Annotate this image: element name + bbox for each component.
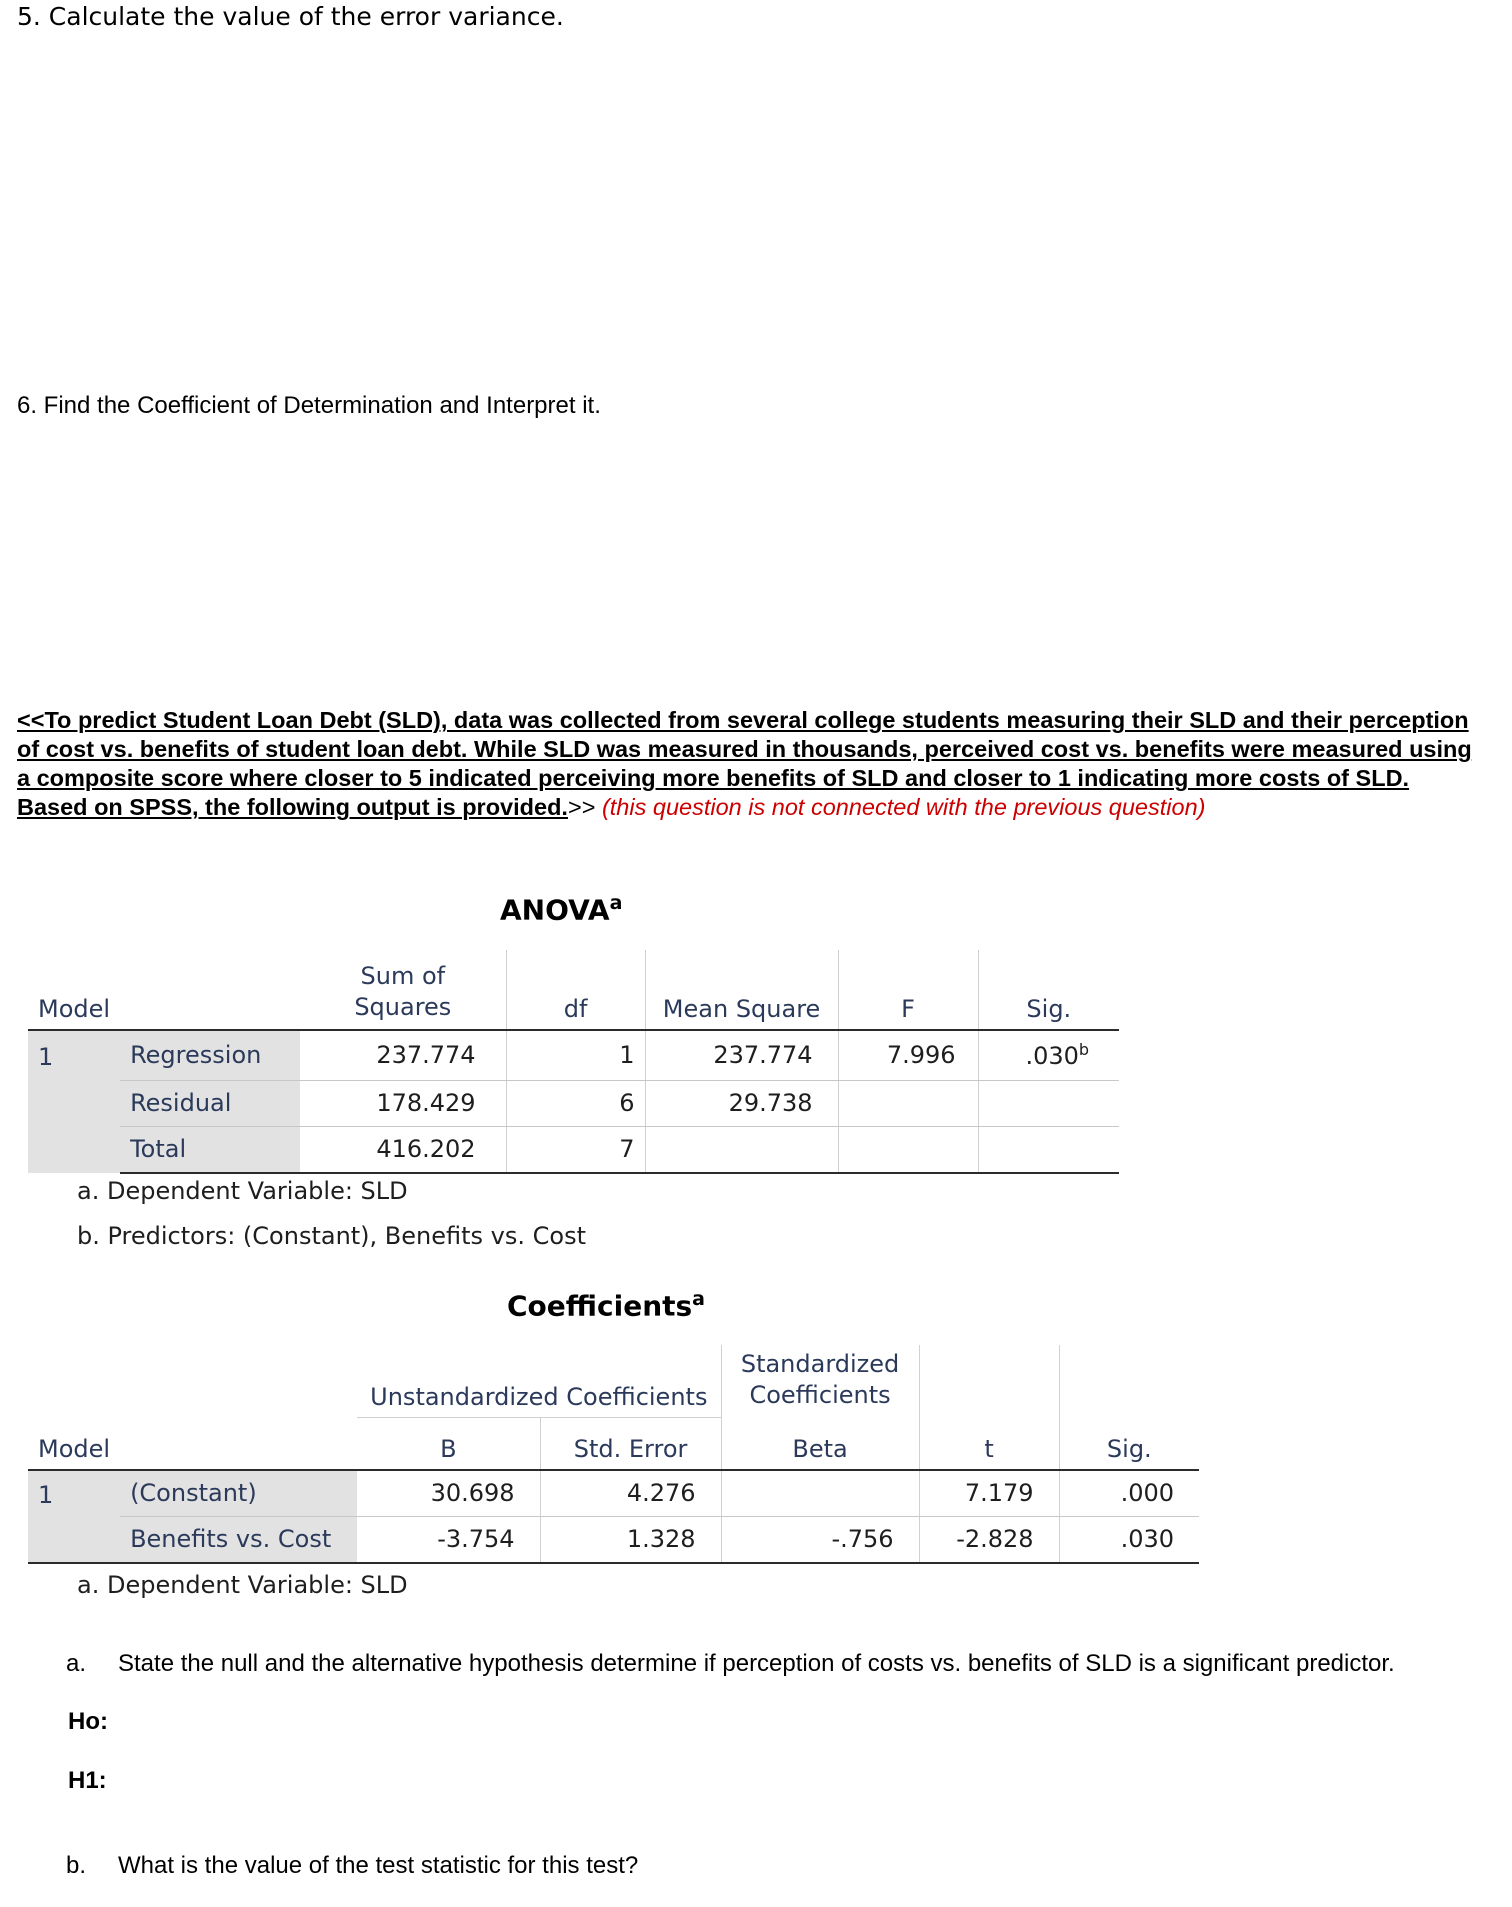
anova-label-residual: Residual [120,1080,300,1126]
anova-ms-residual: 29.738 [645,1080,838,1126]
anova-header-model: Model [28,950,120,1030]
coefficients-title-sup: a [692,1288,705,1310]
hypothesis-ho: Ho: [68,1708,108,1735]
coef-t-benefits: -2.828 [919,1516,1059,1563]
coef-row-constant [28,1470,1199,1517]
anova-ms-total [645,1126,838,1173]
coef-se-constant: 4.276 [540,1470,721,1517]
hypothesis-h1: H1: [68,1767,107,1794]
coef-se-benefits: 1.328 [540,1516,721,1563]
coef-header-unstd: Unstandardized Coefficients [357,1345,721,1417]
anova-sig-regression [978,1030,1119,1080]
coef-sig-constant: .000 [1059,1470,1199,1517]
intro-note: (this question is not connected with the previous question) [601,794,1206,820]
anova-f-residual [838,1080,978,1126]
anova-header-ms: Mean Square [645,950,838,1030]
anova-df-total: 7 [506,1126,645,1173]
coef-header-sig: Sig. [1059,1345,1199,1470]
anova-label-regression: Regression [120,1030,300,1080]
anova-table [28,950,1119,1174]
anova-df-residual: 6 [506,1080,645,1126]
coef-header-model: Model [28,1345,120,1470]
anova-sig-residual [978,1080,1119,1126]
coef-header-beta: Beta [721,1417,919,1470]
intro-underlined-text: <<To predict Student Loan Debt (SLD), data was collected from several college students measuring their SLD and their perception of cost vs. benefits of student loan debt. While SLD was measured in thousands, perceived cost vs. benefits were measured using a composite score where closer to 5 indicated perceiving more benefits of SLD and closer to 1 indicating more costs of SLD. Based on SPSS, the following output is provided. [17,707,1472,820]
coef-label-benefits: Benefits vs. Cost [120,1516,357,1563]
coefficients-table [28,1345,1199,1564]
anova-header-sig: Sig. [978,950,1119,1030]
anova-model-number: 1 [28,1030,120,1173]
anova-header-row [28,950,1119,1030]
anova-row-regression [28,1030,1119,1080]
coefficients-title [507,1288,705,1322]
question-b-text: What is the value of the test statistic for this test? [118,1852,639,1879]
coef-beta-constant [721,1470,919,1517]
anova-ss-regression: 237.774 [300,1030,506,1080]
problem-intro [17,706,1477,822]
anova-title [500,892,622,926]
anova-row-total [28,1126,1119,1173]
coef-footnote-a: a. Dependent Variable: SLD [77,1571,408,1599]
anova-ss-total: 416.202 [300,1126,506,1173]
intro-tail: >> [567,794,602,820]
coef-b-benefits: -3.754 [357,1516,540,1563]
anova-f-regression: 7.996 [838,1030,978,1080]
coef-sig-benefits: .030 [1059,1516,1199,1563]
coef-header-t: t [919,1345,1059,1470]
coef-beta-benefits: -.756 [721,1516,919,1563]
anova-header-df: df [506,950,645,1030]
coef-model-number: 1 [28,1470,120,1563]
coef-header-std: Standardized Coefficients [721,1345,919,1417]
anova-row-residual [28,1080,1119,1126]
coef-header-b: B [357,1417,540,1470]
coef-header-empty [120,1345,357,1470]
anova-title-text: ANOVA [500,893,610,927]
coef-row-benefits [28,1516,1199,1563]
anova-ms-regression: 237.774 [645,1030,838,1080]
coef-b-constant: 30.698 [357,1470,540,1517]
coef-t-constant: 7.179 [919,1470,1059,1517]
anova-footnote-a: a. Dependent Variable: SLD [77,1177,408,1205]
coef-label-constant: (Constant) [120,1470,357,1517]
anova-sig-value: .030 [1025,1042,1079,1071]
anova-footnote-b: b. Predictors: (Constant), Benefits vs. Cost [77,1222,586,1250]
anova-title-sup: a [609,892,623,914]
question-5: 5. Calculate the value of the error variance. [17,2,564,31]
anova-f-total [838,1126,978,1173]
question-b-marker: b. [66,1852,87,1879]
coef-header-se: Std. Error [540,1417,721,1470]
coef-header-row-1 [28,1345,1199,1417]
anova-header-empty [120,950,300,1030]
anova-ss-residual: 178.429 [300,1080,506,1126]
anova-header-ss: Sum of Squares [300,950,506,1030]
question-a-text: State the null and the alternative hypothesis determine if perception of costs vs. benefits of SLD is a significant predictor. [118,1650,1395,1677]
question-a-marker: a. [66,1650,87,1677]
anova-df-regression: 1 [506,1030,645,1080]
coefficients-title-text: Coefficients [507,1289,693,1323]
anova-sig-total [978,1126,1119,1173]
anova-label-total: Total [120,1126,300,1173]
anova-sig-sup: b [1078,1040,1090,1060]
anova-header-f: F [838,950,978,1030]
question-6: 6. Find the Coefficient of Determination and Interpret it. [17,392,601,419]
